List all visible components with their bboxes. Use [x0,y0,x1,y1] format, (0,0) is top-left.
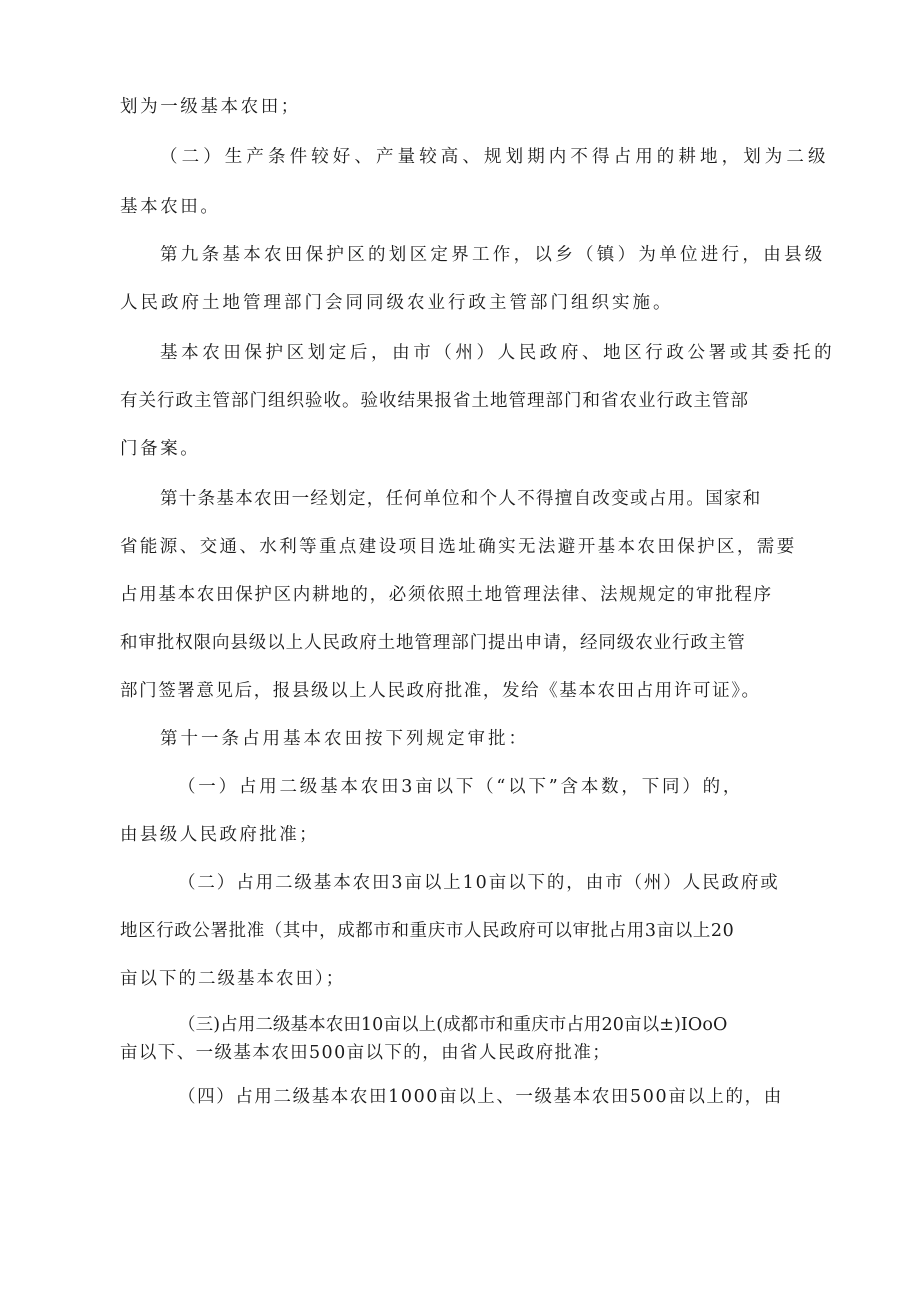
text-line: 基本农田。 [120,197,221,217]
text-line: 省能源、交通、水利等重点建设项目选址确实无法避开基本农田保护区，需要 [120,537,797,557]
article-10-paragraph: 第十条基本农田一经划定，任何单位和个人不得擅自改变或占用。国家和 [160,489,762,509]
text-line: 基本农田保护区划定后，由市（州）人民政府、地区行政公署或其委托的 [160,343,836,363]
text-line: （二）占用二级基本农田3亩以上10亩以下的，由市（州）人民政府或 [178,873,780,893]
text-line: 有关行政主管部门组织验收。验收结果报省土地管理部门和省农业行政主管部 [120,391,749,411]
article-9-paragraph: 第九条基本农田保护区的划区定界工作，以乡（镇）为单位进行，由县级 [160,245,826,265]
text-line: 由县级人民政府批准； [120,825,319,845]
text-line: （三)占用二级基本农田10亩以上(成都市和重庆市占用20亩以±)IOoO [178,1015,728,1035]
text-line: （四）占用二级基本农田1000亩以上、一级基本农田500亩以上的，由 [178,1087,783,1107]
text-line: 地区行政公署批准（其中，成都市和重庆市人民政府可以审批占用3亩以上20 [120,921,735,941]
article-11-heading: 第十一条占用基本农田按下列规定审批： [160,729,529,749]
text-line: 人民政府土地管理部门会同同级农业行政主管部门组织实施。 [120,293,674,313]
text-line: 部门签署意见后，报县级以上人民政府批准，发给《基本农田占用许可证》。 [120,681,761,701]
text-line: 亩以下、一级基本农田500亩以下的，由省人民政府批准； [120,1043,612,1063]
text-line: 亩以下的二级基本农田）； [120,969,346,989]
text-line: 门备案。 [120,439,201,459]
text-line: （一）占用二级基本农田3亩以下（“以下”含本数，下同）的， [178,777,744,797]
text-line: 划为一级基本农田； [120,97,301,117]
text-line: 占用基本农田保护区内耕地的，必须依照土地管理法律、法规规定的审批程序 [120,585,773,605]
text-line: 和审批权限向县级以上人民政府土地管理部门提出申请，经同级农业行政主管 [120,633,746,653]
text-line: （二）生产条件较好、产量较高、规划期内不得占用的耕地，划为二级 [160,147,830,167]
